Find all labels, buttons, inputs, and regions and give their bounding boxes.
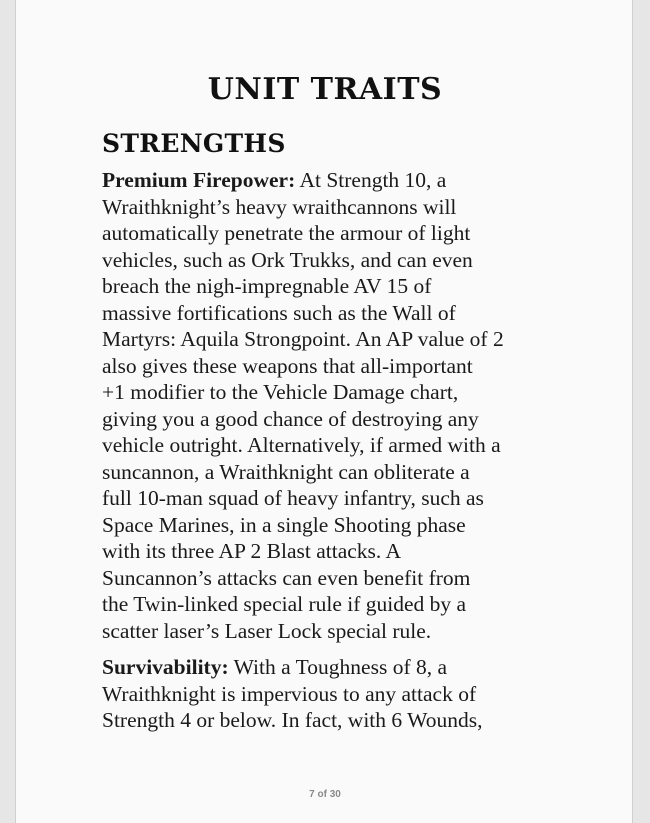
- paragraph-line: with its three AP 2 Blast attacks. A: [102, 539, 401, 563]
- paragraph-line: Space Marines, in a single Shooting phase: [102, 512, 466, 537]
- paragraph-line: massive fortifications such as the Wall of: [102, 300, 456, 325]
- paragraph-line: full 10-man squad of heavy infantry, such as: [102, 486, 484, 510]
- paragraph-premium-firepower: [102, 167, 572, 644]
- term-label: Survivability:: [102, 655, 229, 679]
- body-text: [102, 167, 572, 744]
- paragraph-line: the Twin-linked special rule if guided by a: [102, 592, 467, 616]
- paragraph-line: Survivability: With a Toughness of 8, a: [102, 655, 448, 679]
- paragraph-line: vehicles, such as Ork Trukks, and can even: [102, 247, 473, 272]
- paragraph-line: automatically penetrate the armour of light: [102, 221, 471, 245]
- paragraph-line: suncannon, a Wraithknight can obliterate a: [102, 459, 470, 484]
- paragraph-line: +1 modifier to the Vehicle Damage chart,: [102, 380, 459, 404]
- paragraph-line: also gives these weapons that all-important: [102, 353, 473, 378]
- paragraph-survivability: [102, 654, 572, 734]
- paragraph-line: scatter laser’s Laser Lock special rule.: [102, 618, 432, 643]
- paragraph-line: Strength 4 or below. In fact, with 6 Wounds,: [102, 708, 483, 732]
- paragraph-line: Wraithknight’s heavy wraithcannons will: [102, 194, 457, 219]
- term-label: Premium Firepower:: [102, 168, 296, 192]
- paragraph-line: vehicle outright. Alternatively, if armed with a: [102, 433, 501, 457]
- paragraph-line: giving you a good chance of destroying any: [102, 406, 479, 431]
- section-heading: STRENGTHS: [102, 129, 286, 158]
- paragraph-line: Suncannon’s attacks can even benefit from: [102, 565, 471, 590]
- paragraph-line: Wraithknight is impervious to any attack of: [102, 681, 477, 706]
- paragraph-line: Premium Firepower: At Strength 10, a: [102, 168, 447, 192]
- page-title: UNIT TRAITS: [207, 72, 443, 107]
- paragraph-line: Martyrs: Aquila Strongpoint. An AP value of 2: [102, 327, 504, 351]
- document-page: [15, 0, 633, 823]
- paragraph-line: breach the nigh-impregnable AV 15 of: [102, 274, 432, 298]
- page-number: 7 of 30: [309, 789, 341, 800]
